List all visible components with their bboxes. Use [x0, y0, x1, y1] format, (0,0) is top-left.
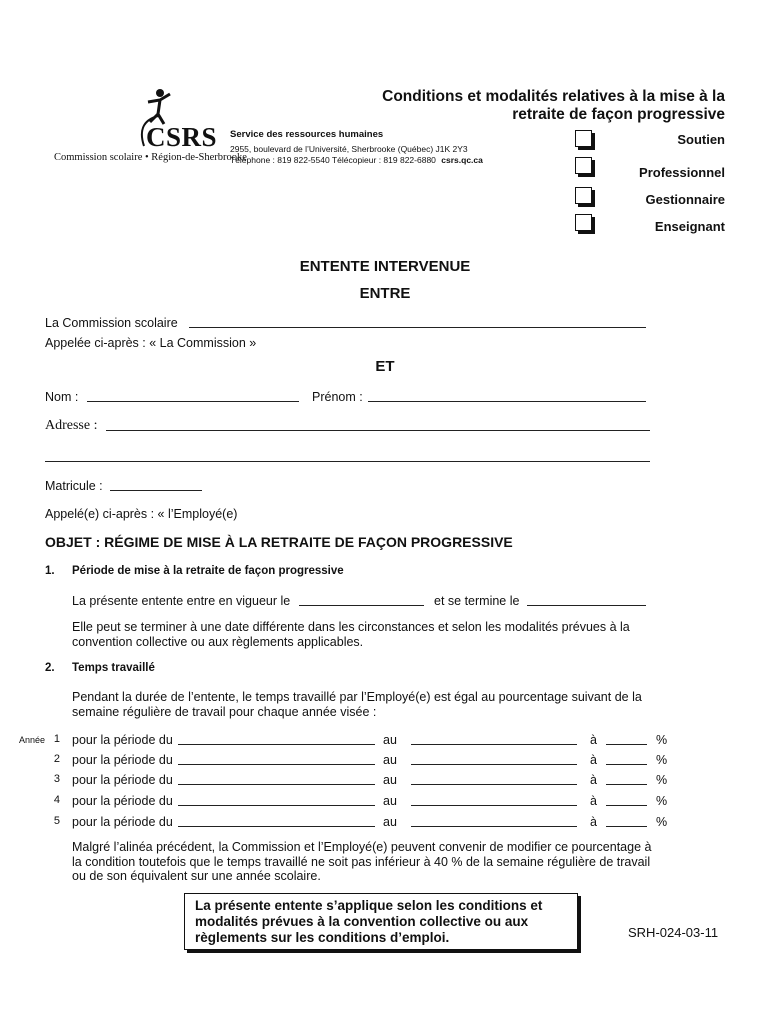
phone-fax: Téléphone : 819 822-5540 Télécopieur : 819 822-6880: [230, 155, 436, 165]
period-to-label: au: [383, 794, 397, 808]
checkbox-professionnel[interactable]: [575, 157, 592, 174]
percent-at-label: à: [590, 773, 597, 787]
page-title-line1: Conditions et modalités relatives à la mise à la: [382, 88, 725, 105]
section1-paragraph: Elle peut se terminer à une date différente dans les circonstances et selon les modalités prévues à la convention collective ou aux règlements applicables.: [72, 620, 630, 649]
percent-field[interactable]: [606, 764, 647, 765]
agreement-title: ENTENTE INTERVENUE: [299, 258, 471, 275]
period-end-field[interactable]: [411, 764, 577, 765]
year-number: 3: [53, 773, 60, 785]
section1-number: 1.: [45, 565, 55, 577]
label-enseignant: Enseignant: [654, 219, 725, 234]
checkbox-gestionnaire[interactable]: [575, 187, 592, 204]
section1-title: Période de mise à la retraite de façon progressive: [72, 565, 344, 577]
section2-title: Temps travaillé: [72, 662, 155, 674]
percent-at-label: à: [590, 753, 597, 767]
commission-label: La Commission scolaire: [45, 316, 178, 330]
name-label: Nom :: [45, 390, 79, 404]
period-to-label: au: [383, 753, 397, 767]
period-end-field[interactable]: [411, 784, 577, 785]
percent-sign: %: [656, 794, 668, 808]
org-name: Commission scolaire • Région-de-Sherbrooke: [54, 152, 247, 163]
checkbox-soutien[interactable]: [575, 130, 592, 147]
period-end-field[interactable]: [411, 805, 577, 806]
percent-field[interactable]: [606, 744, 647, 745]
label-professionnel: Professionnel: [639, 165, 725, 180]
year-number: 1: [53, 733, 60, 745]
firstname-field[interactable]: [368, 401, 646, 402]
period-start-field[interactable]: [178, 805, 375, 806]
section2-intro: Pendant la durée de l’entente, le temps travaillé par l’Employé(e) est égal au pourcentage suivant de la semaine régulière de travail pour chaque année visée :: [72, 690, 642, 719]
commission-field[interactable]: [189, 327, 646, 328]
address-field-line2[interactable]: [45, 461, 650, 462]
period-to-label: au: [383, 773, 397, 787]
period-label: pour la période du: [72, 773, 173, 787]
checkbox-enseignant[interactable]: [575, 214, 592, 231]
csrs-logo: [52, 88, 247, 168]
year-label: Année: [19, 735, 46, 745]
label-gestionnaire: Gestionnaire: [645, 192, 725, 207]
year-number: 2: [53, 753, 60, 765]
percent-sign: %: [656, 733, 668, 747]
year-number: 4: [53, 794, 60, 806]
name-field[interactable]: [87, 401, 299, 402]
object-title: OBJET : RÉGIME DE MISE À LA RETRAITE DE FAÇON PROGRESSIVE: [45, 534, 513, 550]
percent-at-label: à: [590, 815, 597, 829]
service-name: Service des ressources humaines: [230, 129, 384, 140]
percent-at-label: à: [590, 733, 597, 747]
period-label: pour la période du: [72, 815, 173, 829]
service-address: 2955, boulevard de l’Université, Sherbrooke (Québec) J1K 2Y3: [230, 144, 468, 154]
section2-number: 2.: [45, 662, 55, 674]
agreement-and: ET: [375, 358, 395, 375]
percent-field[interactable]: [606, 826, 647, 827]
commission-alias: Appelée ci-après : « La Commission »: [45, 336, 257, 350]
firstname-label: Prénom :: [312, 390, 363, 404]
period-end-field[interactable]: [411, 744, 577, 745]
website: csrs.qc.ca: [441, 155, 483, 165]
period-label: pour la période du: [72, 794, 173, 808]
page-title-line2: retraite de façon progressive: [512, 106, 725, 123]
notice-text: La présente entente s’applique selon les conditions et modalités prévues à la convention collective ou aux règlements sur les conditions d’emploi.: [195, 898, 543, 945]
form-code: SRH-024-03-11: [628, 925, 719, 940]
period-start-field[interactable]: [178, 764, 375, 765]
matricule-field[interactable]: [110, 490, 202, 491]
period-start-field[interactable]: [178, 826, 375, 827]
percent-sign: %: [656, 815, 668, 829]
percent-field[interactable]: [606, 784, 647, 785]
period-to-label: au: [383, 733, 397, 747]
logo-text: CSRS: [146, 122, 218, 152]
label-soutien: Soutien: [677, 132, 725, 147]
address-label: Adresse :: [45, 418, 98, 433]
address-field-line1[interactable]: [106, 430, 650, 431]
matricule-label: Matricule :: [45, 479, 103, 493]
employee-alias: Appelé(e) ci-après : « l’Employé(e): [45, 507, 238, 521]
service-contact: [230, 155, 483, 165]
period-end-field[interactable]: [411, 826, 577, 827]
year-number: 5: [53, 815, 60, 827]
percent-sign: %: [656, 753, 668, 767]
period-label: pour la période du: [72, 733, 173, 747]
end-date-label: et se termine le: [434, 594, 520, 608]
section2-closing: Malgré l’alinéa précédent, la Commission et l’Employé(e) peuvent convenir de modifier ce pourcentage à la condition toutefois que le temps travaillé ne soit pas inférieur à 40 % de la semaine régulière de travail ou de son équivalent sur une année scolaire.: [72, 840, 652, 883]
period-start-field[interactable]: [178, 744, 375, 745]
period-label: pour la période du: [72, 753, 173, 767]
agreement-between: ENTRE: [359, 285, 411, 302]
period-start-field[interactable]: [178, 784, 375, 785]
start-date-field[interactable]: [299, 605, 424, 606]
percent-field[interactable]: [606, 805, 647, 806]
percent-at-label: à: [590, 794, 597, 808]
percent-sign: %: [656, 773, 668, 787]
period-to-label: au: [383, 815, 397, 829]
end-date-field[interactable]: [527, 605, 646, 606]
start-date-label: La présente entente entre en vigueur le: [72, 594, 291, 608]
notice-box: [184, 893, 578, 950]
